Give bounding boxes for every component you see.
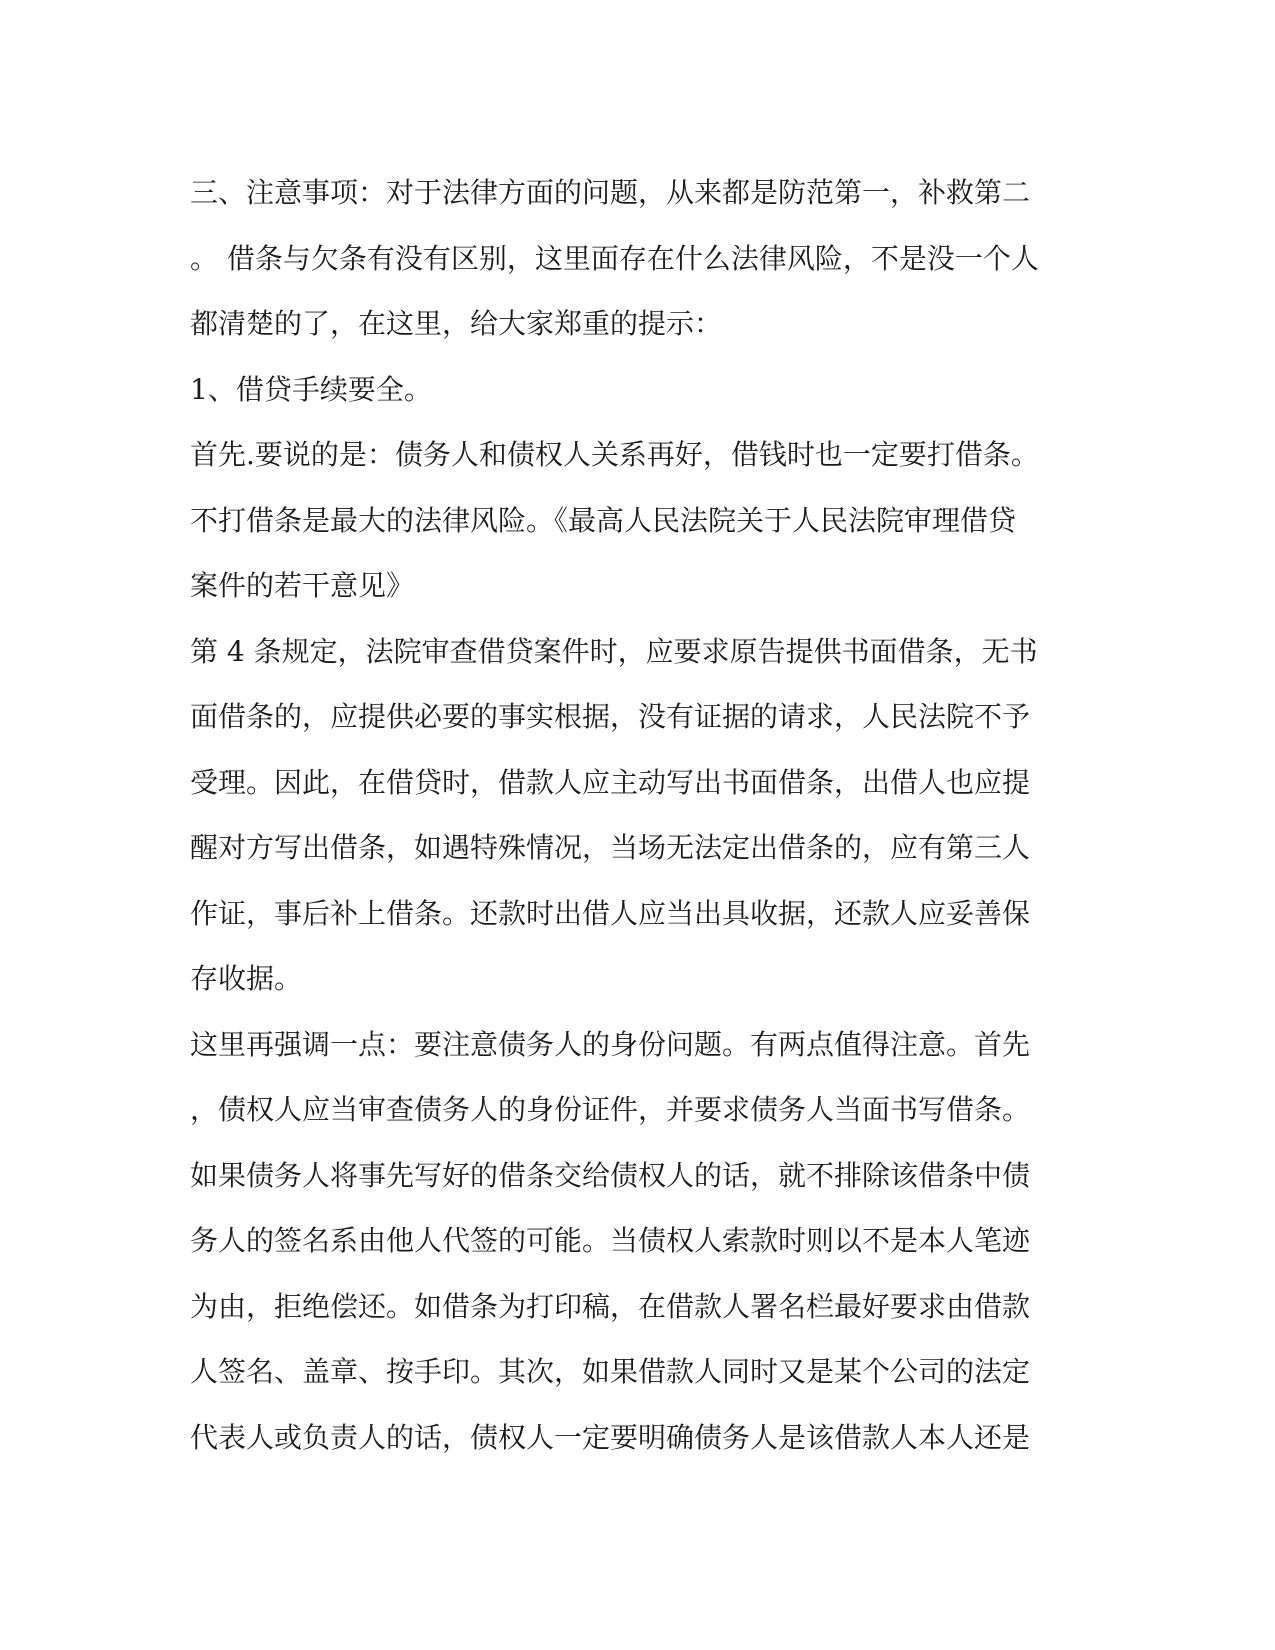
text-line: 都清楚的了，在这里，给大家郑重的提示：	[190, 307, 723, 340]
text-line: ，债权人应当审查债务人的身份证件，并要求债务人当面书写借条。	[190, 1093, 1031, 1126]
text-line: 存收据。	[190, 962, 303, 995]
text-line: 这里再强调一点：要注意债务人的身份问题。有两点值得注意。首先	[190, 1027, 1031, 1061]
text-line: 。 借条与欠条有没有区别，这里面存在什么法律风险，不是没一个人	[190, 241, 1039, 275]
text-line: 首先.要说的是：债务人和债权人关系再好，借钱时也一定要打借条。	[190, 438, 1039, 471]
text-line: 面借条的，应提供必要的事实根据，没有证据的请求，人民法院不予	[190, 700, 1031, 733]
text-line: 受理。因此，在借贷时，借款人应主动写出书面借条，出借人也应提	[190, 765, 1031, 799]
text-line: 第 4 条规定，法院审查借贷案件时，应要求原告提供书面借条，无书	[190, 634, 1038, 668]
text-line: 案件的若干意见》	[190, 569, 415, 602]
text-line: 代表人或负责人的话，债权人一定要明确债务人是该借款人本人还是	[190, 1420, 1031, 1454]
text-line: 三、注意事项：对于法律方面的问题，从来都是防范第一，补救第二	[190, 176, 1031, 209]
text-line: 1、借贷手续要全。	[190, 372, 432, 406]
text-line: 作证，事后补上借条。还款时出借人应当出具收据，还款人应妥善保	[190, 896, 1031, 930]
text-line: 务人的签名系由他人代签的可能。当债权人索款时则以不是本人笔迹	[190, 1224, 1031, 1257]
text-line: 为由，拒绝偿还。如借条为打印稿，在借款人署名栏最好要求由借款	[190, 1289, 1031, 1323]
text-line: 不打借条是最大的法律风险。《最高人民法院关于人民法院审理借贷	[190, 503, 1017, 537]
text-line: 人签名、盖章、按手印。其次，如果借款人同时又是某个公司的法定	[190, 1355, 1031, 1388]
text-line: 醒对方写出借条，如遇特殊情况，当场无法定出借条的，应有第三人	[190, 831, 1031, 864]
document-body	[190, 160, 1070, 1470]
text-line: 如果债务人将事先写好的借条交给债权人的话，就不排除该借条中债	[190, 1158, 1031, 1192]
